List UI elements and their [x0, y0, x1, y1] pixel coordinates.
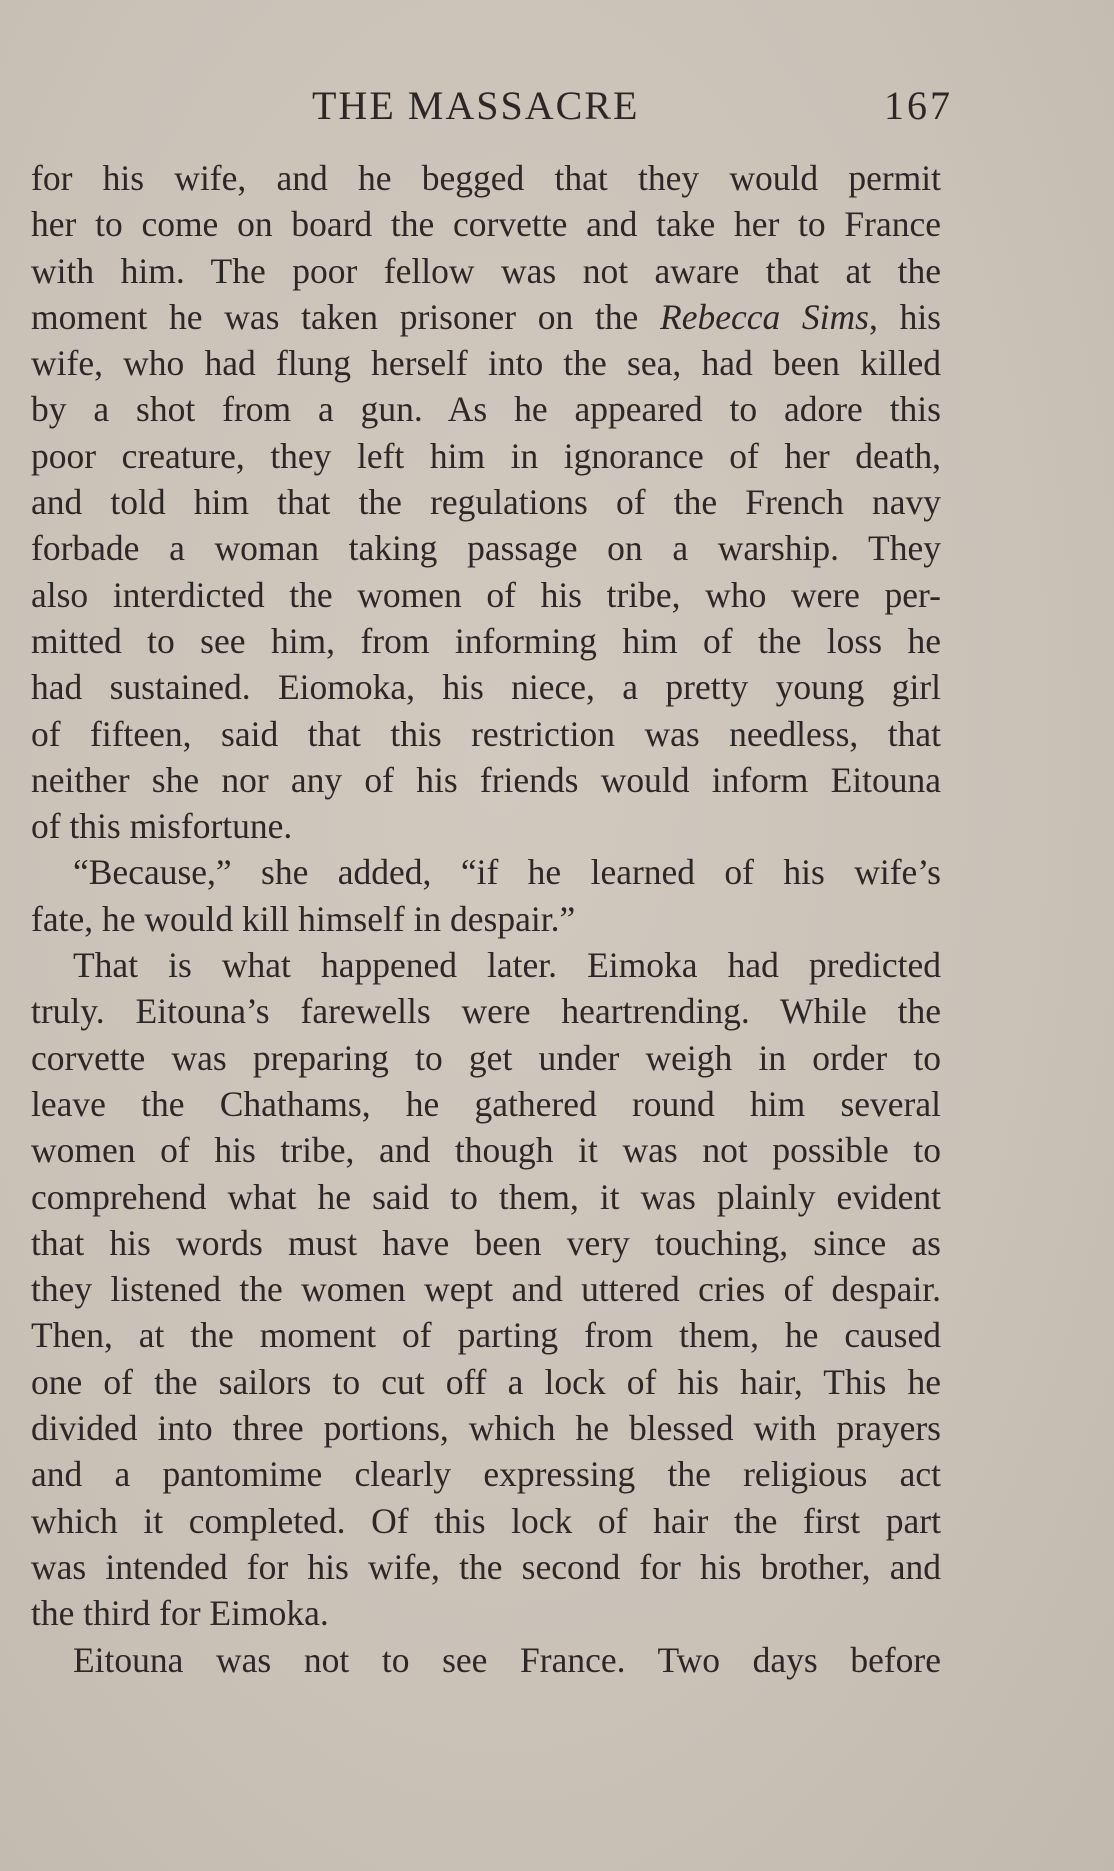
text-segment: , his: [869, 296, 941, 337]
text-line: which it completed. Of this lock of hair the first part: [31, 1500, 941, 1541]
text-line: they listened the women wept and uttered cries of despair.: [31, 1269, 941, 1310]
text-line: divided into three portions, which he blessed with prayers: [31, 1408, 941, 1449]
text-line: and a pantomime clearly expressing the religious act: [31, 1454, 941, 1495]
text-line: also interdicted the women of his tribe, who were per-: [31, 574, 941, 615]
page-number: 167: [884, 83, 953, 128]
text-line: mitted to see him, from informing him of the loss he: [31, 620, 941, 661]
text-line: comprehend what he said to them, it was plainly evident: [31, 1176, 941, 1217]
text-line: wife, who had flung herself into the sea, had been killed: [31, 343, 941, 384]
text-line: the third for Eimoka.: [31, 1593, 329, 1634]
text-line: that his words must have been very touching, since as: [31, 1222, 941, 1263]
text-line: for his wife, and he begged that they would permit: [31, 158, 941, 198]
text-line: Eitouna was not to see France. Two days before: [73, 1639, 941, 1680]
text-line: truly. Eitouna’s farewells were heartrending. While the: [31, 991, 941, 1032]
text-line: [31, 294, 941, 340]
text-line: had sustained. Eiomoka, his niece, a pretty young girl: [31, 667, 941, 708]
text-line: fate, he would kill himself in despair.”: [31, 898, 576, 939]
text-line: That is what happened later. Eimoka had predicted: [73, 945, 941, 986]
running-head: [0, 76, 1114, 136]
text-line: poor creature, they left him in ignorance of her death,: [31, 435, 941, 476]
text-segment: moment he was taken prisoner on the: [31, 296, 661, 337]
text-line: leave the Chathams, he gathered round him several: [31, 1083, 941, 1124]
running-head-title: THE MASSACRE: [312, 83, 640, 128]
text-line: of fifteen, said that this restriction was needless, that: [31, 713, 941, 754]
body-text: [31, 155, 941, 1683]
text-line: forbade a woman taking passage on a warship. They: [31, 528, 941, 569]
text-line: of this misfortune.: [31, 806, 293, 847]
ship-name-italic: Rebecca Sims: [660, 296, 869, 337]
text-line: one of the sailors to cut off a lock of his hair, This he: [31, 1361, 941, 1402]
text-line: was intended for his wife, the second for his brother, and: [31, 1546, 941, 1587]
text-line: and told him that the regulations of the French navy: [31, 482, 941, 523]
text-line: “Because,” she added, “if he learned of his wife’s: [73, 852, 941, 893]
text-line: Then, at the moment of parting from them, he caused: [31, 1315, 941, 1356]
text-line: women of his tribe, and though it was not possible to: [31, 1130, 941, 1171]
text-line: her to come on board the corvette and take her to France: [31, 204, 941, 245]
text-line: by a shot from a gun. As he appeared to adore this: [31, 389, 941, 430]
text-line: corvette was preparing to get under weigh in order to: [31, 1037, 941, 1078]
text-line: neither she nor any of his friends would inform Eitouna: [31, 759, 941, 800]
text-line: with him. The poor fellow was not aware that at the: [31, 250, 941, 291]
